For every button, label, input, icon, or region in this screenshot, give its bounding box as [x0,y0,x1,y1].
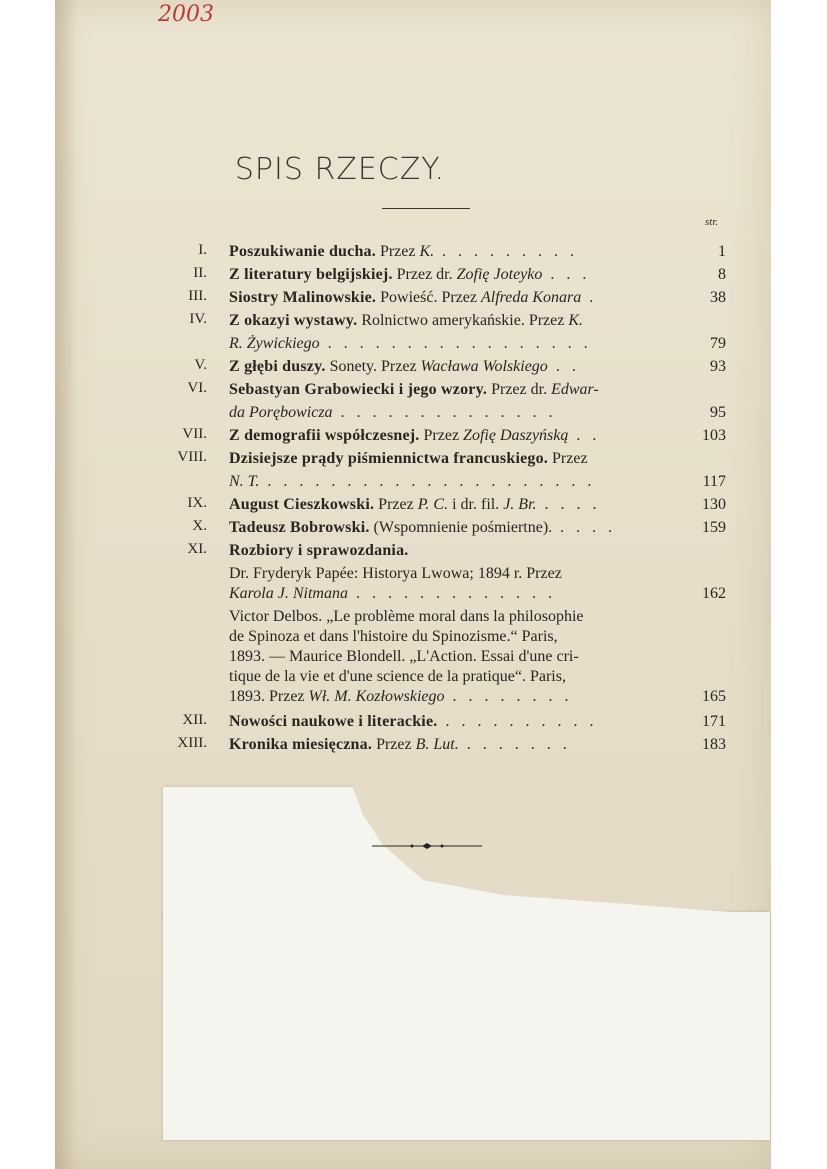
entry-number: XI. [187,541,207,557]
toc-line [229,380,699,400]
page-number: 8 [718,266,726,283]
entry-author: Wacława Wolskiego [420,358,548,375]
entry-author: da Porębowicza [229,404,333,421]
entry-title: August Cieszkowski. [229,496,375,513]
entry-title: Tadeusz Bobrowski. [229,519,370,536]
dot-leader: . [581,289,598,306]
toc-line [229,687,699,707]
dot-leader: . . . . . . . . [444,688,573,705]
entry-number: III. [188,288,207,304]
paper-patch-lower [163,912,770,1140]
entry-title: Z demografii współczesnej. [229,427,420,444]
entry-text: Rolnictwo amerykańskie. Przez [357,312,569,329]
entry-text: Przez dr. [487,381,552,398]
page-number: 1 [718,243,726,260]
toc-line [229,403,699,423]
page-number: 95 [710,404,726,421]
page-number: 159 [702,519,726,536]
entry-title: Dzisiejsze prądy piśmiennictwa francuskiego. [229,450,549,467]
page-number: 162 [702,585,726,602]
entry-text: Przez [374,496,418,513]
entry-title: Z okazyi wystawy. [229,312,358,329]
entry-number: IX. [187,495,207,511]
entry-number: XIII. [177,735,207,751]
entry-author: Edwar- [551,381,599,398]
entry-author: P. C. [417,496,449,513]
dot-leader: . . . . . . . . . . . . . . . . . . . . . [259,473,596,490]
ornament-divider [372,838,482,854]
page-number: 93 [710,358,726,375]
toc-line [229,311,699,331]
dot-leader: . . . . . . . . . . . . . . [332,404,557,421]
entry-text: Przez [419,427,464,444]
dot-leader: . . . . . . . . . . . . . [347,585,556,602]
page-number: 130 [702,496,726,513]
toc-line [229,627,699,647]
entry-author: Zofię Daszyńską [463,427,569,444]
toc-line [229,334,699,354]
dot-leader: . . . [542,266,591,283]
entry-author: R. Żywickiego [229,335,320,352]
entry-text: i dr. fil. [448,496,504,513]
entry-author: Wł. M. Kozłowskiego [308,688,445,705]
entry-author: J. Br. [503,496,537,513]
entry-title: Siostry Malinowskie. [229,289,377,306]
page-number: 38 [710,289,726,306]
toc-line [229,735,699,755]
entry-text: 1893. Przez [229,688,309,705]
entry-title: Kronika miesięczna. [229,736,373,753]
entry-number: VIII. [177,449,207,465]
entry-number: V. [194,357,207,373]
entry-text: Sonety. Przez [325,358,421,375]
toc-line [229,564,699,584]
handwritten-note: 2003 [158,2,214,27]
page-number: 117 [702,473,726,490]
toc-line [229,288,699,308]
entry-number: IV. [189,311,207,327]
dot-leader: . . . . [536,496,601,513]
entry-author: K. [568,312,584,329]
entry-number: I. [198,242,207,258]
toc-line [229,518,699,538]
dot-leader: . . . . . . . . . [434,243,579,260]
entry-text: Przez [375,243,420,260]
title-divider [382,208,470,209]
entry-title: Nowości naukowe i literackie. [229,713,438,730]
entry-number: X. [192,518,207,534]
entry-text: Powieść. Przez [376,289,481,306]
entry-text: Przez [548,450,588,467]
dot-leader: . . . . . . . [458,736,571,753]
page-number: 183 [702,736,726,753]
entry-number: VII. [182,426,207,442]
entry-text: Przez [372,736,416,753]
entry-number: II. [193,265,207,281]
toc-line [229,495,699,515]
entry-author: K. [419,243,435,260]
page-column-label: str. [705,216,719,228]
entry-text: tique de la vie et d'une science de la pratique“. Paris, [229,668,566,685]
toc-line [229,357,699,377]
entry-text: (Wspomnienie pośmiertne). [369,519,553,536]
entry-text: Dr. Fryderyk Papée: Historya Lwowa; 1894 r. Przez [229,565,562,582]
toc-line [229,647,699,667]
entry-author: Karola J. Nitmana [229,585,348,602]
page-number: 79 [710,335,726,352]
entry-title: Sebastyan Grabowiecki i jego wzory. [229,381,488,398]
dot-leader: . . [547,358,580,375]
dot-leader: . . . . [552,519,617,536]
toc-line [229,472,699,492]
entry-title: Z literatury belgijskiej. [229,266,393,283]
toc-line [229,584,699,604]
dot-leader: . . [568,427,601,444]
toc-line [229,667,699,687]
entry-text: 1893. — Maurice Blondell. „L'Action. Essai d'une cri- [229,648,579,665]
toc-line [229,242,699,262]
entry-author: Alfreda Konara [480,289,582,306]
entry-text: Przez dr. [392,266,457,283]
entry-author: N. T. [229,473,260,490]
entry-text: de Spinoza et dans l'histoire du Spinozisme.“ Paris, [229,628,558,645]
page-title: SPIS RZECZY. [234,152,446,187]
page-number: 171 [702,713,726,730]
toc-line [229,265,699,285]
dot-leader: . . . . . . . . . . [437,713,598,730]
toc-line [229,426,699,446]
page-number: 103 [702,427,726,444]
entry-title: Rozbiory i sprawozdania. [229,542,409,559]
toc-line [229,541,699,561]
entry-title: Poszukiwanie ducha. [229,243,376,260]
entry-number: VI. [187,380,207,396]
entry-text: Victor Delbos. „Le problème moral dans la philosophie [229,608,584,625]
entry-title: Z głębi duszy. [229,358,326,375]
entry-author: Zofię Joteyko [456,266,543,283]
toc-line [229,712,699,732]
page-number: 165 [702,688,726,705]
dot-leader: . . . . . . . . . . . . . . . . . [319,335,592,352]
entry-author: B. Lut. [415,736,459,753]
entry-number: XII. [182,712,207,728]
toc-line [229,449,699,469]
toc-line [229,607,699,627]
